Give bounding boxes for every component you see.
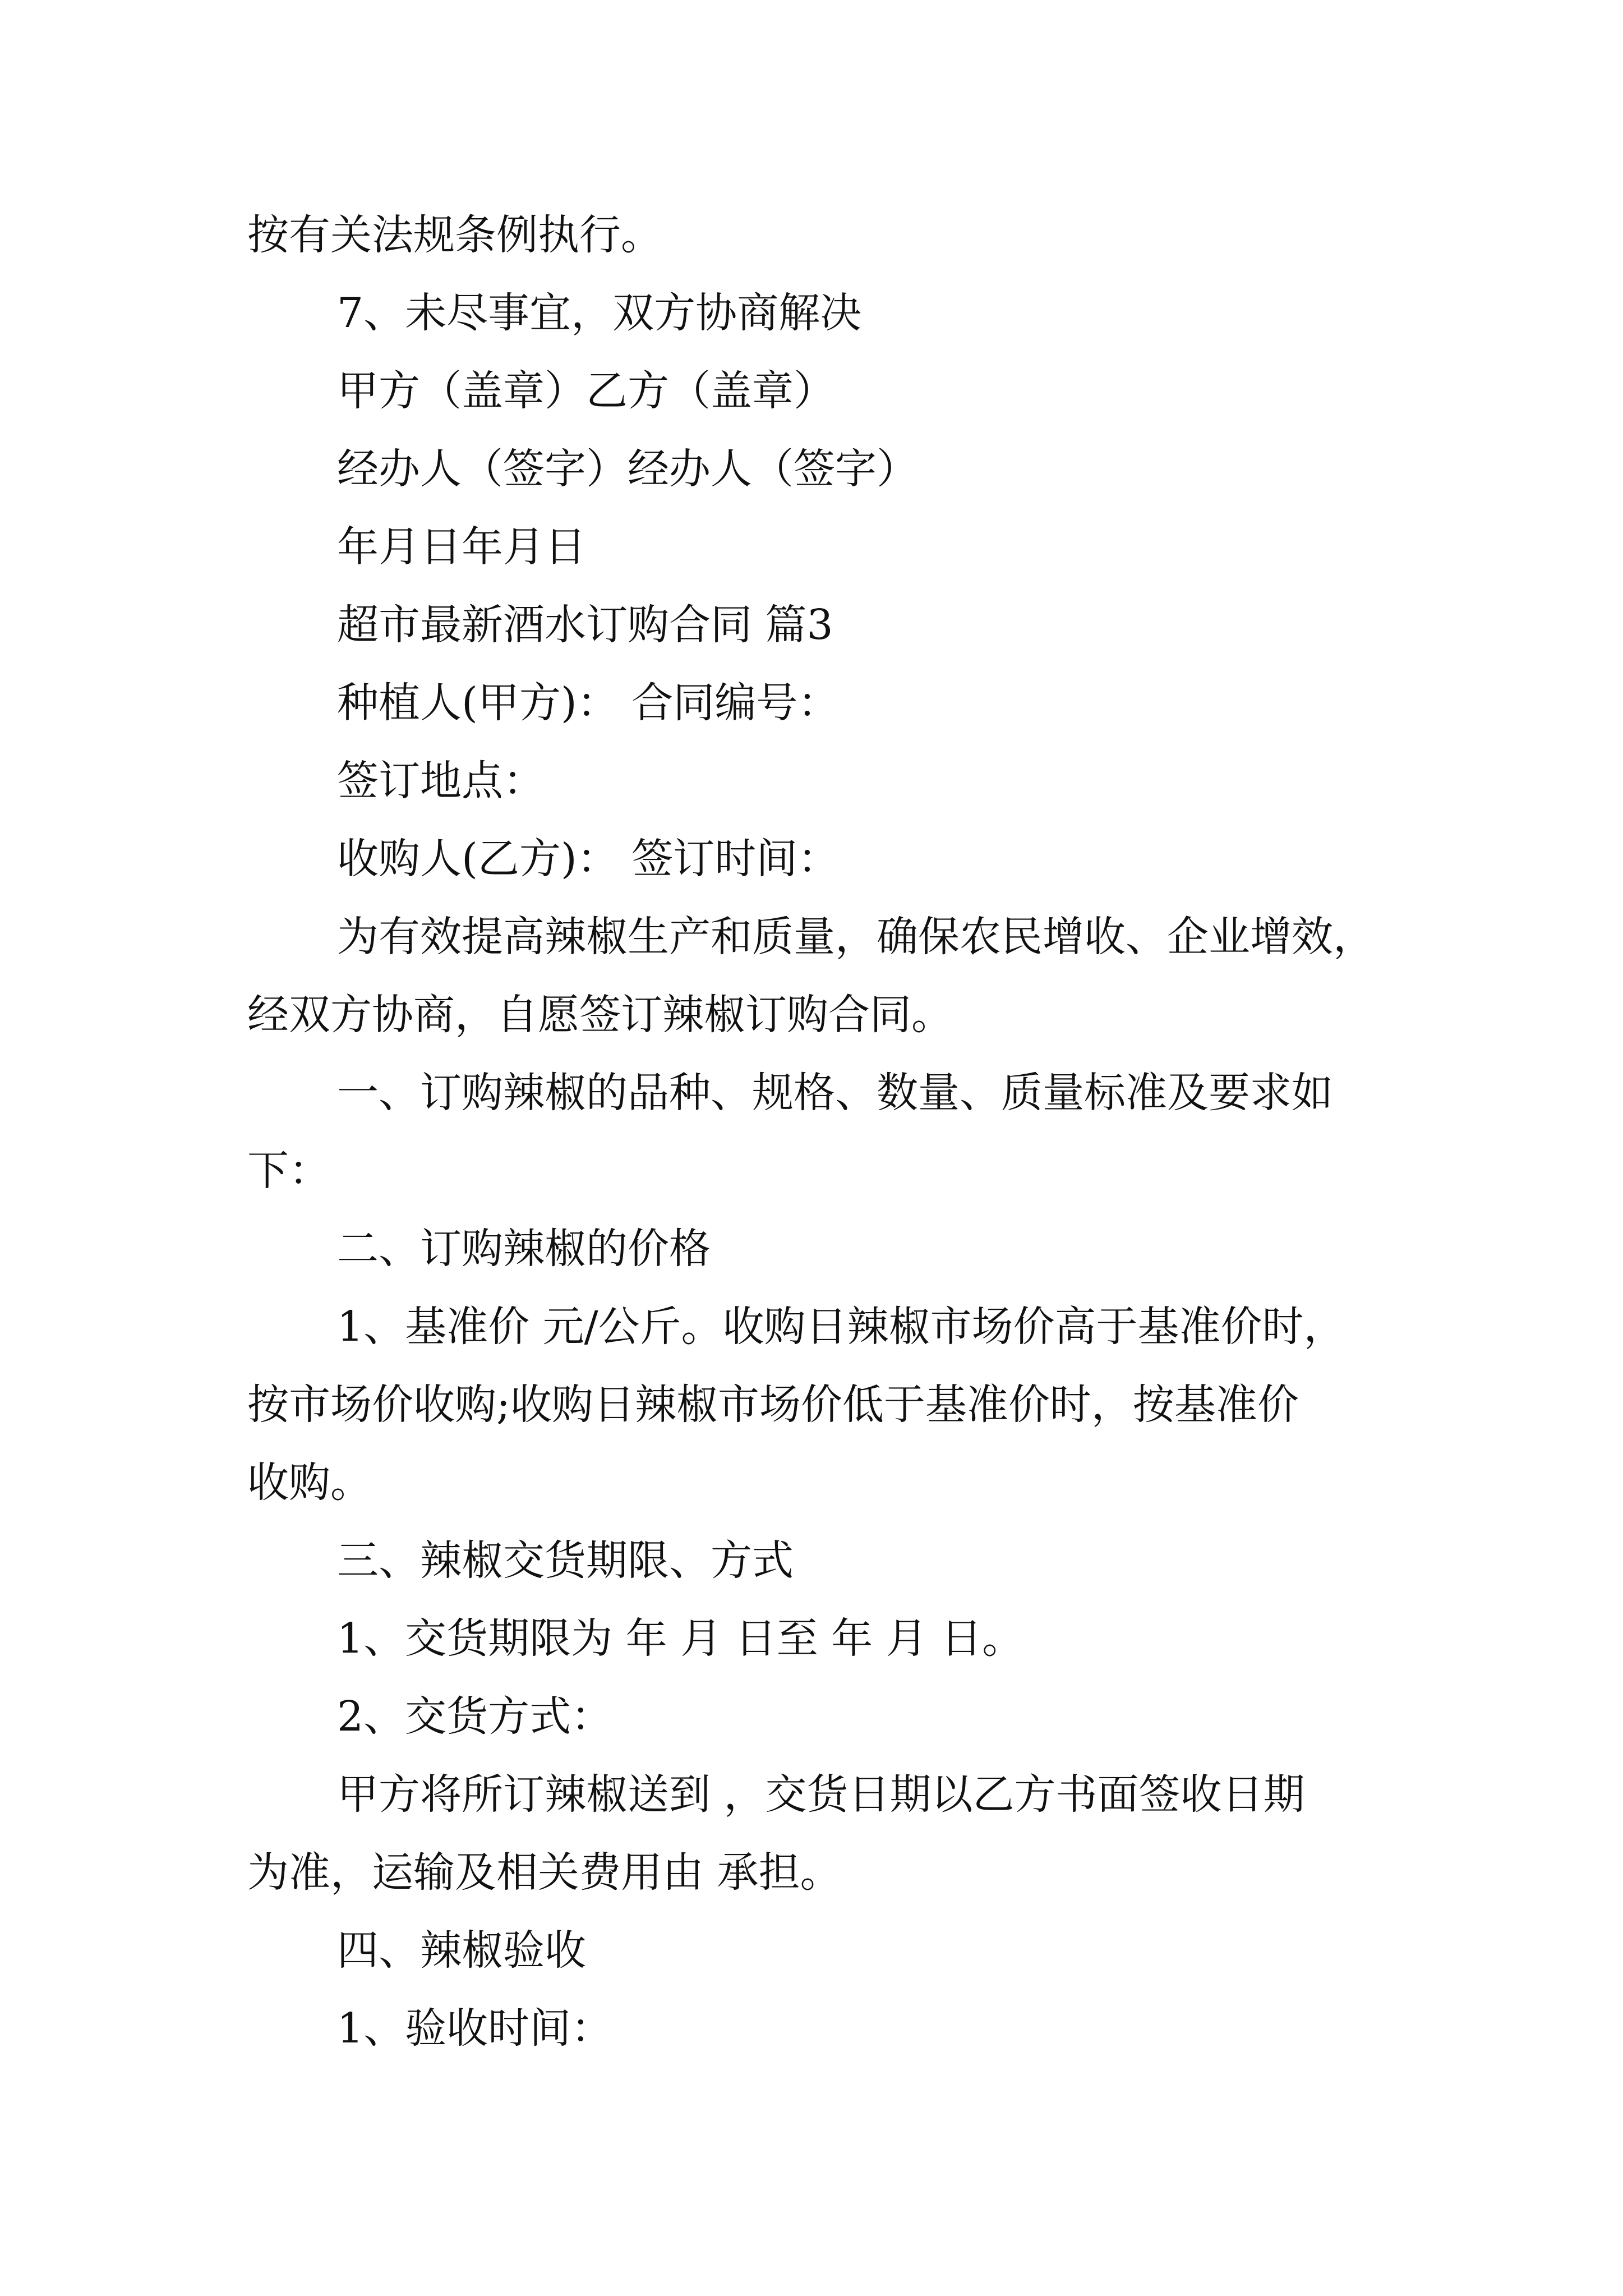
body-line: 1、基准价 元/公斤。收购日辣椒市场价高于基准价时，	[337, 1303, 1345, 1351]
body-line: 二、订购辣椒的价格	[337, 1225, 711, 1273]
section-heading: 超市最新酒水订购合同 篇3	[337, 601, 833, 649]
body-line: 四、辣椒验收	[337, 1926, 586, 1975]
body-line: 甲方将所订辣椒送到 ，交货日期以乙方书面签收日期	[337, 1770, 1305, 1819]
body-line: 为有效提高辣椒生产和质量，确保农民增收、企业增效，	[337, 913, 1375, 961]
body-line: 签订地点：	[337, 757, 545, 805]
body-line: 经办人（签字）经办人（签字）	[337, 445, 918, 493]
body-line: 一、订购辣椒的品种、规格、数量、质量标准及要求如	[337, 1069, 1333, 1117]
body-line: 7、未尽事宜，双方协商解决	[337, 289, 862, 337]
body-line: 收购。	[247, 1458, 372, 1507]
document-body	[247, 196, 1397, 2068]
body-line: 为准，运输及相关费用由 承担。	[247, 1848, 842, 1897]
body-line: 甲方（盖章）乙方（盖章）	[337, 367, 835, 415]
body-line: 下：	[247, 1147, 330, 1195]
body-line: 三、辣椒交货期限、方式	[337, 1536, 794, 1585]
body-line: 年月日年月日	[337, 523, 586, 571]
body-line: 2、交货方式：	[337, 1692, 613, 1741]
body-line: 按有关法规条例执行。	[247, 211, 662, 259]
body-line: 收购人(乙方)： 签订时间：	[337, 835, 840, 883]
body-line: 1、交货期限为 年 月 日至 年 月 日。	[337, 1614, 1024, 1663]
body-line: 经双方协商，自愿签订辣椒订购合同。	[247, 991, 953, 1039]
body-line: 种植人(甲方)： 合同编号：	[337, 679, 840, 727]
body-line: 按市场价收购;收购日辣椒市场价低于基准价时，按基准价	[247, 1381, 1299, 1429]
body-line: 1、验收时间：	[337, 2004, 613, 2053]
